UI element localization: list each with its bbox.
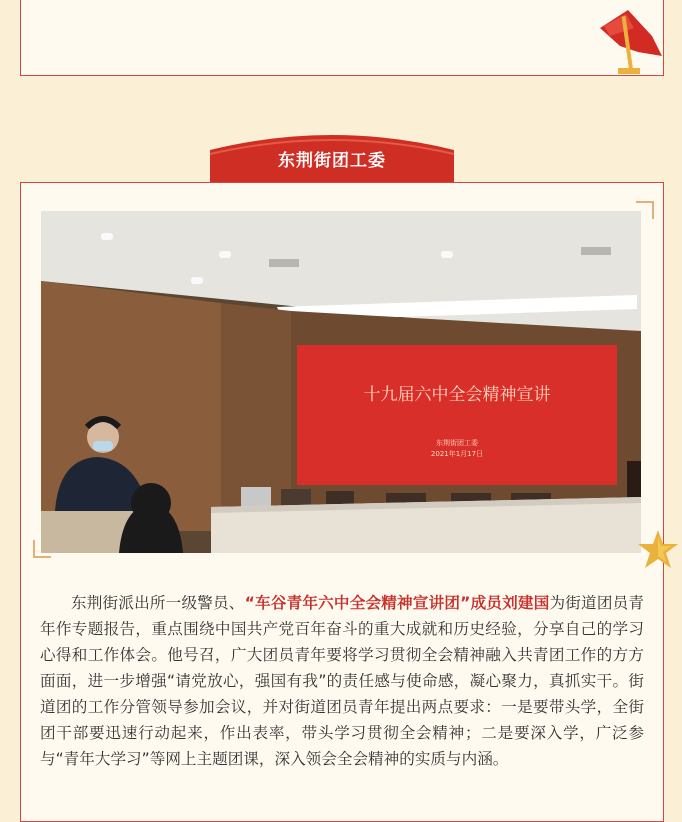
screen-title: 十九届六中全会精神宣讲: [363, 385, 551, 405]
top-card: [20, 0, 664, 76]
article-text: 为街道团员青年作专题报告，重点围绕中国共产党百年奋斗的重大成就和历史经验，分享自己的学习心得和工作体会。他号召，广大团员青年要将学习贯彻全会精神融入共青团工作的方方面面，进一步增强“请党放心，强国有我”的责任感与使命感，凝心聚力，真抓实干。街道团的工作分管领导参加会议，并对街道团员青年提出两点要求：一是要带头学，全街团干部要迅速行动起来，作出表率，带头学习贯彻全会精神；二是要深入学，广泛参与“青年大学习”等网上主题团课，深入领会全会精神的实质与内涵。: [40, 594, 644, 768]
article-body: [40, 590, 644, 772]
banner-title: 东荆街团工委: [278, 151, 386, 171]
screen-date: 2021年1月17日: [430, 450, 484, 458]
flag-icon: [598, 8, 666, 78]
article-highlight: “车谷青年六中全会精神宣讲团”成员刘建国: [244, 594, 550, 612]
article-text: 东荆街派出所一级警员、: [71, 594, 245, 612]
star-icon: [636, 528, 680, 572]
meeting-photo: [41, 211, 641, 553]
screen-org: 东荆街团工委: [436, 439, 478, 447]
